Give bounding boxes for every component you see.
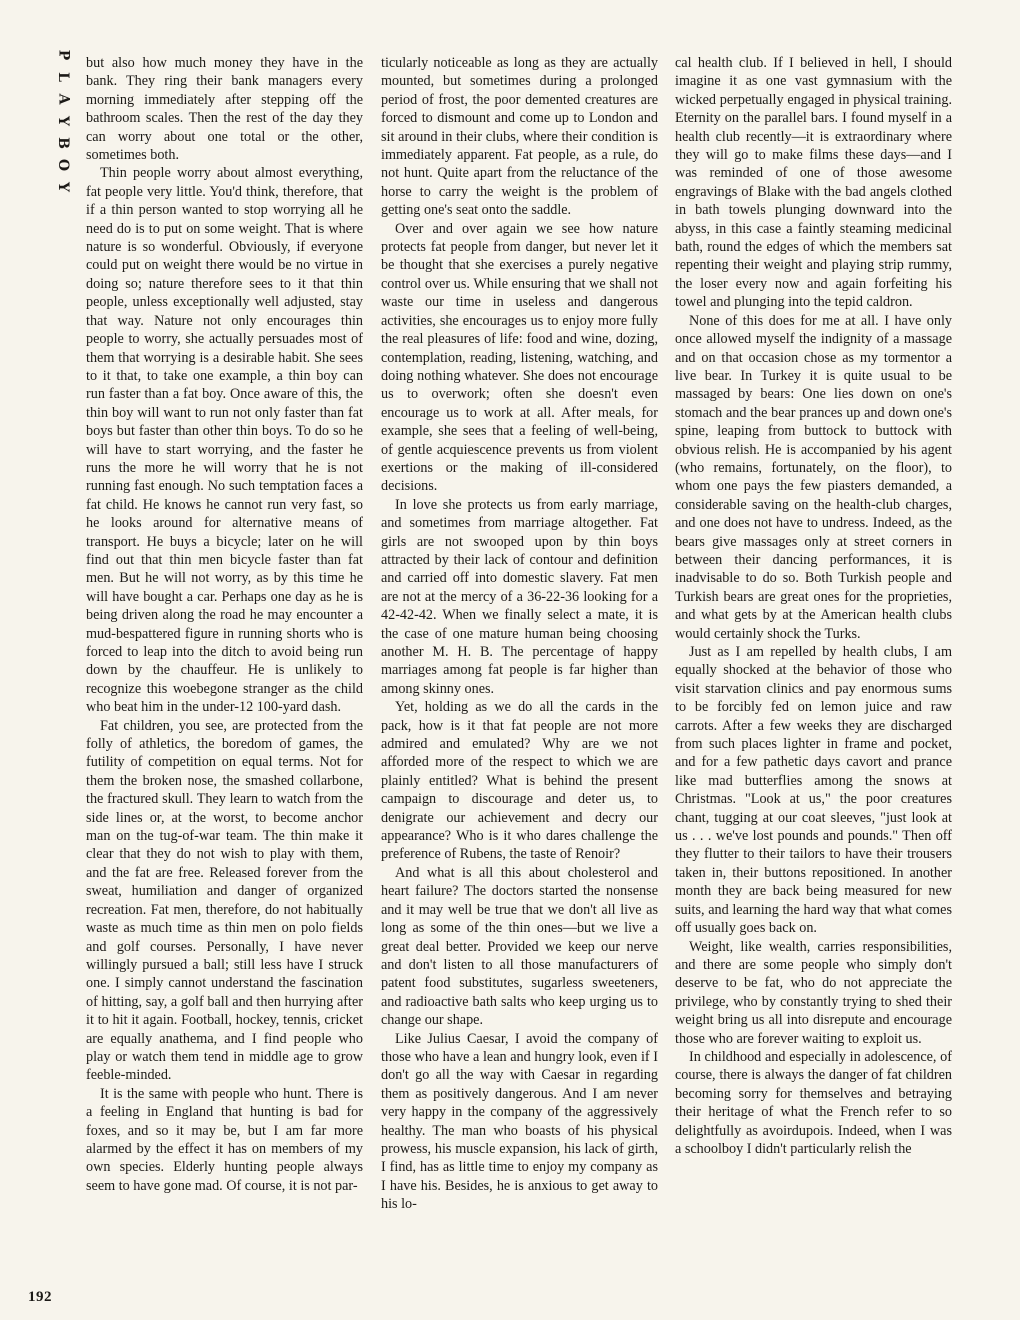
paragraph: but also how much money they have in the bank. They ring their bank managers every morning immediately after stepping off the bathroom scales. Then the rest of the day they can worry about one total or the other, sometimes both. [86, 55, 363, 164]
paragraph: None of this does for me at all. I have only once allowed myself the indignity of a massage and on that occasion chose as my tormentor a live bear. In Turkey it is quite usual to be massaged by bears: One lies down on one's stomach and the bear prances up and down one's spine, leaping from buttock to buttock with obvious relish. He is accompanied by his agent (who remains, fortunately, on the floor), to whom one pays the few piasters demanded, a considerable saving on the health-club charges, and one does not have to undress. Indeed, as the bears give massages only at street corners in between their dancing performances, it is inadvisable to do so. Both Turkish people and Turkish bears are great ones for the proprieties, and what gets by at the American health clubs would certainly shock the Turks. [675, 312, 952, 642]
text-column-3 [675, 54, 952, 1304]
paragraph: Thin people worry about almost everything, fat people very little. You'd think, therefore, that if a thin person wanted to stop worrying all he need do is to put on some weight. That is where nature is so wonderful. Obviously, if everyone could put on weight there would be no virtue in doing so; nature therefore sees to it that thin people, unless exceptionally well adjusted, stay that way. Nature not only encourages thin people to worry, she actually persuades most of them that worrying is a desirable habit. She sees to it that, to take one example, a thin boy can run faster than a fat boy. Once aware of this, the thin boy will want to run not only faster than fat boys but faster than other thin boys. To do so he will have to start worrying, and the faster he runs the more he will worry that he is not running fast enough. No such temptation faces a fat child. He knows he cannot run very fast, so he looks around for alternative means of transport. He buys a bicycle; later on he will find out that thin men bicycle faster than fat men. But he will not worry, as by this time he will have bought a car. Perhaps one day as he is being driven along the road he may encounter a mud-bespattered figure in running shorts who is forced to leap into the ditch to avoid being run down by the chauffeur. He is unlikely to recognize this woebegone stranger as the child who beat him in the under-12 100-yard dash. [86, 165, 363, 716]
paragraph: Just as I am repelled by health clubs, I am equally shocked at the behavior of those who visit starvation clinics and pay enormous sums to be forcibly fed on lemon juice and raw carrots. After a few weeks they are discharged from such places lighter in frame and pocket, and for a few pathetic days cavort and prance like mad butterflies among the snows at Christmas. "Look at us," the poor creatures chant, tugging at our coat sleeves, "just look at us . . . we've lost pounds and pounds." Then off they flutter to their tailors to have their trousers taken in, their buttons repositioned. In another month they are back being measured for new suits, and learning the hard way that what comes off usually goes back on. [675, 644, 952, 937]
paragraph: Like Julius Caesar, I avoid the company of those who have a lean and hungry look, even if I don't go all the way with Caesar in regarding them as positively dangerous. And I am never very happy in the company of the aggressively healthy. The man who boasts of his physical prowess, his muscle expansion, his lack of girth, I find, has as little time to enjoy my company as I have his. Besides, he is anxious to get away to his lo- [381, 1030, 658, 1213]
page-number: 192 [28, 1289, 52, 1305]
masthead-letter: L [55, 72, 71, 82]
paragraph: And what is all this about cholesterol and heart failure? The doctors started the nonsense and it may well be true that we don't all live as long as some of the thin ones—but we live a great deal better. Provided we keep our nerve and don't listen to all those manufacturers of patent food substitutes, sugarless sweeteners, and radioactive bath salts who keep urging us to change our shape. [381, 864, 658, 1029]
masthead-letter: Y [55, 182, 71, 192]
paragraph: cal health club. If I believed in hell, I should imagine it as one vast gymnasium with the wicked perpetually engaged in physical training. Eternity on the parallel bars. I found myself in a health club recently—it is extraordinary where they will go to make films these days—and I was reminded of one of those awesome engravings of Blake with the bad angels clothed in bath towels plunging downward into the abyss, in this case a faintly steaming medicinal bath, round the edges of which the members sat repenting their weight and playing strip rummy, the loser every now and again forfeiting his towel and plunging into the tepid caldron. [675, 55, 952, 311]
paragraph: Weight, like wealth, carries responsibilities, and there are some people who simply don't deserve to be fat, who do not appreciate the privilege, who by constantly trying to shed their weight bring us all into disrepute and encourage those who are forever waiting to exploit us. [675, 938, 952, 1047]
masthead-letter: B [55, 137, 71, 149]
paragraph: Fat children, you see, are protected from the folly of athletics, the boredom of games, the futility of competition on equal terms. Not for them the broken nose, the smashed collarbone, the fractured skull. They learn to watch from the side lines or, at the worst, to become anchor man on the tug-of-war team. The thin make it clear that they do not wish to play with them, and the fat are free. Released forever from the sweat, humiliation and danger of organized recreation. Fat men, therefore, do not habitually waste as much time as thin men on polo fields and golf courses. Personally, I have never willingly pursued a ball; still less have I struck one. I simply cannot understand the fascination of hitting, say, a golf ball and then hurrying after it to hit it again. Football, hockey, tennis, cricket are equally anathema, and I find people who play or watch them tend in middle age to grow feeble-minded. [86, 717, 363, 1084]
text-column-2 [381, 54, 658, 1304]
paragraph: Over and over again we see how nature protects fat people from danger, but never let it be thought that she exercises a purely negative control over us. While ensuring that we shall not waste our time in useless and dangerous activities, she encourages us to enjoy more fully the real pleasures of life: food and wine, dozing, contemplation, reading, listening, watching, and doing nothing whatever. She does not encourage us to overwork; often she doesn't even encourage us to work at all. After meals, for example, she sees that a feeling of well-being, of gentle acquiescence prevents us from violent exertions or the making of ill-considered decisions. [381, 220, 658, 495]
paragraph: In love she protects us from early marriage, and sometimes from marriage altogether. Fat girls are not swooped upon by thin boys attracted by their lack of contour and definition and carried off into domestic slavery. Fat men are not at the mercy of a 36-22-36 looking for a 42-42-42. When we finally select a mate, it is the case of one mature human being choosing another M. H. B. The percentage of happy marriages among fat people is far higher than among skinny ones. [381, 496, 658, 697]
masthead-letter: O [54, 158, 71, 172]
paragraph: In childhood and especially in adolescence, of course, there is always the danger of fat children becoming sorry for themselves and betraying their heritage of what the French refer to so delightfully as avoirdupois. Indeed, when I was a schoolboy I didn't particularly relish the [675, 1048, 952, 1157]
masthead-letter: A [55, 93, 71, 105]
masthead-letter: Y [55, 116, 71, 126]
paragraph: It is the same with people who hunt. There is a feeling in England that hunting is bad for foxes, and so it may be, but I am far more alarmed by the effect it has on members of my own species. Elderly hunting people always seem to have gone mad. Of course, it is not par- [86, 1085, 363, 1194]
magazine-masthead [52, 44, 74, 198]
paragraph: ticularly noticeable as long as they are actually mounted, but sometimes during a prolonged period of frost, the poor demented creatures are forced to dismount and come up to London and sit around in their clubs, where their condition is immediately apparent. Fat people, as a rule, do not hunt. Quite apart from the reluctance of the horse to carry the weight is the problem of getting one's seat onto the saddle. [381, 55, 658, 219]
masthead-letter: P [55, 49, 71, 61]
paragraph: Yet, holding as we do all the cards in the pack, how is it that fat people are not more admired and emulated? Why are we not afforded more of the respect to which we are plainly entitled? What is behind the present campaign to discourage and deter us, to denigrate our achievement and decry our appearance? Who is it who dares challenge the preference of Rubens, the taste of Renoir? [381, 699, 658, 863]
text-column-1 [86, 54, 363, 1304]
